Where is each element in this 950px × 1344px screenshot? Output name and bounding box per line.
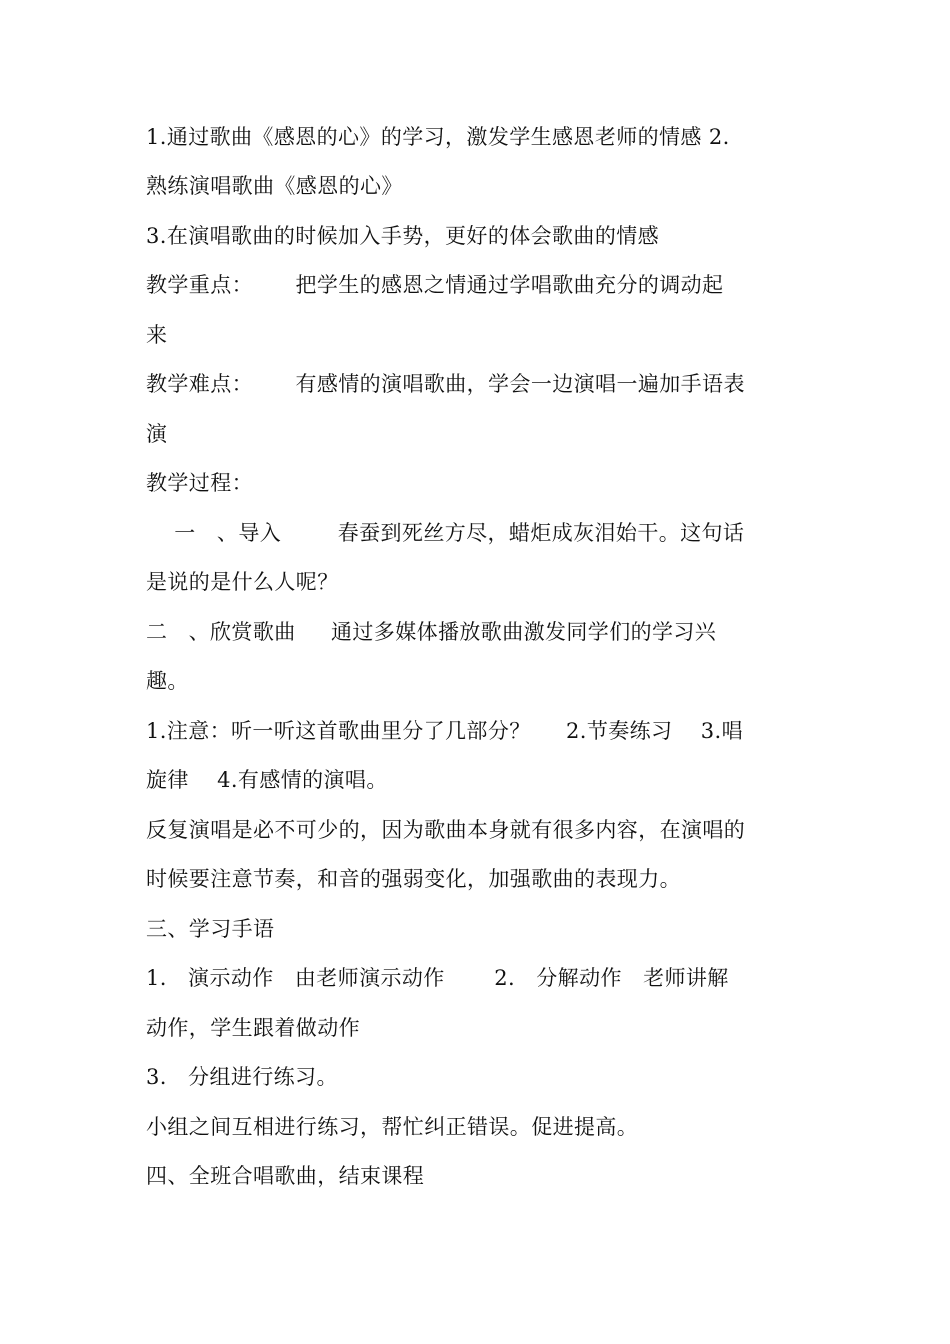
repeat-line-cont: 时候要注意节奏，和音的强弱变化，加强歌曲的表现力。 [146, 867, 681, 891]
process-heading: 教学过程： [146, 471, 253, 495]
repeat-line: 反复演唱是必不可少的，因为歌曲本身就有很多内容，在演唱的 [146, 818, 746, 842]
difficulty-line-cont: 演 [146, 422, 168, 446]
sign-language-heading: 三、学习手语 [146, 917, 275, 941]
steps-line-cont: 旋律 4.有感情的演唱。 [146, 768, 388, 792]
intro-line: 一 、导入 春蚕到死丝方尽，蜡炬成灰泪始干。这句话 [146, 521, 745, 545]
steps-line: 1.注意：听一听这首歌曲里分了几部分？ 2.节奏练习 3.唱 [146, 719, 743, 743]
difficulty-line: 教学难点： 有感情的演唱歌曲，学会一边演唱一遍加手语表 [146, 372, 745, 396]
appreciation-line: 二 、欣赏歌曲 通过多媒体播放歌曲激发同学们的学习兴 [146, 620, 717, 644]
key-point-line-cont: 来 [146, 323, 168, 347]
objective-line-1: 1.通过歌曲《感恩的心》的学习，激发学生感恩老师的情感 2. [146, 125, 730, 149]
key-point-line: 教学重点： 把学生的感恩之情通过学唱歌曲充分的调动起 [146, 273, 724, 297]
closing-line: 四、全班合唱歌曲，结束课程 [146, 1164, 425, 1188]
objective-line-3: 3.在演唱歌曲的时候加入手势，更好的体会歌曲的情感 [146, 224, 660, 248]
objective-line-1-cont: 熟练演唱歌曲《感恩的心》 [146, 174, 403, 198]
group-practice-detail: 小组之间互相进行练习，帮忙纠正错误。促进提高。 [146, 1115, 639, 1139]
sign-steps-line: 1. 演示动作 由老师演示动作 2. 分解动作 老师讲解 [146, 966, 729, 990]
sign-steps-line-cont: 动作，学生跟着做动作 [146, 1016, 360, 1040]
appreciation-line-cont: 趣。 [146, 669, 189, 693]
group-practice-line: 3. 分组进行练习。 [146, 1065, 338, 1089]
intro-line-cont: 是说的是什么人呢？ [146, 570, 339, 594]
